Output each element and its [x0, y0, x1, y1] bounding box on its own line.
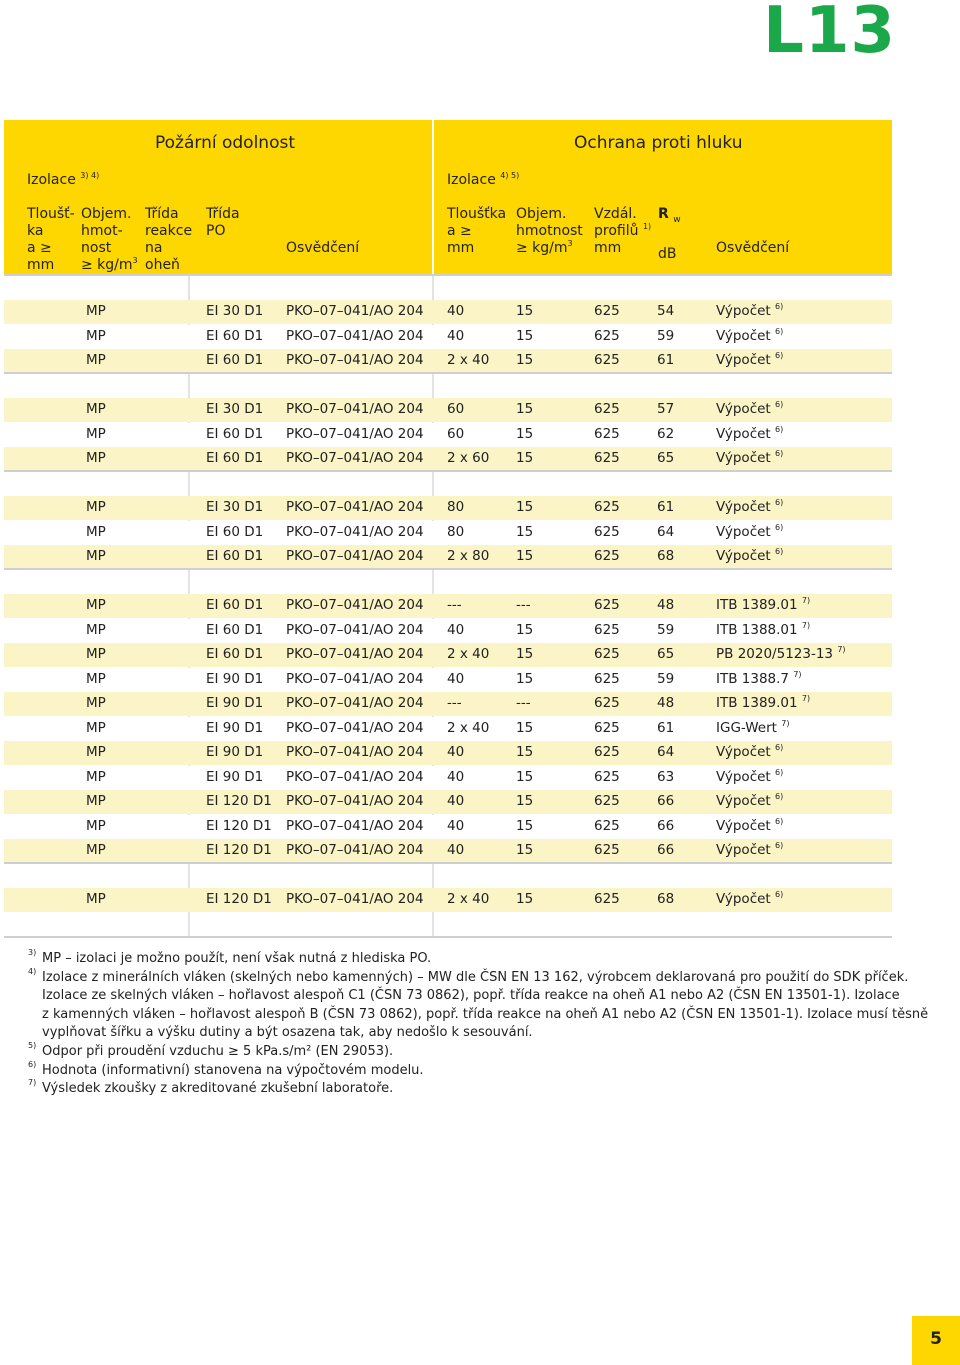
- footnote-text: Izolace ze skelných vláken – hořlavost alespoň C1 (ČSN 73 0862), popř. třída reakce na oheň A1 nebo A2 (ČSN EN 13501-1). Izolace: [42, 988, 900, 1004]
- cell-po: EI 120 D1: [206, 842, 272, 858]
- cell-ncert: Výpočet $^{6)}$: [716, 400, 784, 417]
- cell-cert: PKO–07–041/AO 204: [286, 646, 424, 662]
- footnote-ref: 6): [775, 841, 784, 850]
- table-row: [4, 300, 892, 324]
- cell-cert: PKO–07–041/AO 204: [286, 719, 424, 736]
- cell-thick: 40: [447, 303, 465, 319]
- cell-prof: 625: [594, 646, 620, 662]
- cell-reakce: MP: [86, 719, 106, 736]
- footnote-ref: 6): [775, 890, 784, 899]
- footnote-text: Hodnota (informativní) stanovena na výpočtovém modelu.: [42, 1062, 424, 1078]
- noise-section-title: Ochrana proti hluku: [574, 133, 743, 153]
- cell-prof: 625: [594, 695, 620, 711]
- cell-prof: 625: [594, 499, 620, 515]
- cell-po: EI 90 D1: [206, 670, 264, 687]
- cell-cert: PKO–07–041/AO 204: [286, 891, 424, 907]
- cell-rw: 66: [657, 793, 675, 809]
- cell-reakce: MP: [86, 842, 106, 858]
- cell-cert: PKO–07–041/AO 204: [286, 499, 424, 515]
- col-header-cert: Osvědčení: [286, 240, 360, 256]
- cell-thick: 40: [447, 817, 465, 834]
- cell-thick: 2 x 60: [447, 450, 490, 466]
- footnote-ref: 6): [775, 792, 784, 801]
- cell-dens: 15: [516, 303, 534, 319]
- cell-reakce: MP: [86, 646, 106, 662]
- table-row: [4, 643, 892, 667]
- cell-rw: 68: [657, 891, 675, 907]
- cell-thick: 40: [447, 670, 465, 687]
- cell-dens: 15: [516, 352, 534, 368]
- cell-po: EI 60 D1: [206, 548, 264, 564]
- cell-thick: 80: [447, 523, 465, 540]
- cell-rw: 61: [657, 499, 675, 515]
- cell-po: EI 30 D1: [206, 499, 264, 515]
- cell-prof: 625: [594, 670, 620, 687]
- cell-thick: 40: [447, 842, 465, 858]
- footnote-text: Výsledek zkoušky z akreditované zkušební laboratoře.: [42, 1081, 394, 1097]
- cell-po: EI 90 D1: [206, 695, 264, 711]
- cell-rw: 64: [657, 523, 675, 540]
- cell-cert: PKO–07–041/AO 204: [286, 768, 424, 785]
- cell-thick: ---: [447, 695, 462, 711]
- footnote-mark: 5): [28, 1041, 37, 1050]
- cell-po: EI 120 D1: [206, 793, 272, 809]
- cell-rw: 57: [657, 401, 675, 417]
- cell-po: EI 120 D1: [206, 817, 272, 834]
- col-header-noise-thickness: Tloušťka a ≥ mm: [447, 206, 507, 256]
- cell-reakce: MP: [86, 327, 106, 344]
- table-row: [4, 717, 892, 741]
- cell-reakce: MP: [86, 450, 106, 466]
- col-header-rw: R $_w$ dB: [658, 206, 681, 262]
- cell-po: EI 90 D1: [206, 768, 264, 785]
- cell-cert: PKO–07–041/AO 204: [286, 621, 424, 638]
- cell-prof: 625: [594, 817, 620, 834]
- cell-reakce: MP: [86, 793, 106, 809]
- cell-dens: 15: [516, 425, 534, 442]
- table-row: [4, 521, 892, 545]
- cell-dens: 15: [516, 523, 534, 540]
- cell-cert: PKO–07–041/AO 204: [286, 450, 424, 466]
- cell-reakce: MP: [86, 621, 106, 638]
- cell-dens: 15: [516, 621, 534, 638]
- table-row: [4, 325, 892, 349]
- table-row: [4, 741, 892, 765]
- cell-ncert: Výpočet $^{6)}$: [716, 743, 784, 760]
- cell-ncert: Výpočet $^{6)}$: [716, 767, 784, 785]
- cell-rw: 62: [657, 425, 675, 442]
- footnote-ref: 6): [775, 498, 784, 507]
- cell-ncert: Výpočet $^{6)}$: [716, 351, 784, 368]
- footnote-ref: 7): [801, 596, 811, 605]
- cell-thick: 2 x 80: [447, 548, 490, 564]
- table-row: [4, 619, 892, 643]
- cell-cert: PKO–07–041/AO 204: [286, 817, 424, 834]
- cell-rw: 66: [657, 817, 675, 834]
- col-header-noise-density: Objem. hmotnost ≥ $kg/m^3$: [516, 206, 583, 256]
- cell-po: EI 60 D1: [206, 327, 264, 344]
- cell-dens: 15: [516, 548, 534, 564]
- cell-rw: 65: [657, 450, 675, 466]
- cell-reakce: MP: [86, 303, 106, 319]
- footnote-ref: 6): [775, 400, 784, 409]
- table-row: [4, 496, 892, 520]
- cell-dens: 15: [516, 646, 534, 662]
- cell-po: EI 90 D1: [206, 719, 264, 736]
- cell-ncert: ITB 1388.01 $^{7)}$: [716, 620, 811, 638]
- cell-po: EI 120 D1: [206, 891, 272, 907]
- cell-cert: PKO–07–041/AO 204: [286, 548, 424, 564]
- footnote-ref: 7): [837, 645, 846, 654]
- cell-dens: ---: [516, 695, 531, 711]
- cell-ncert: ITB 1388.7 $^{7)}$: [716, 669, 802, 687]
- page-number-badge: [912, 1316, 960, 1365]
- cell-prof: 625: [594, 548, 620, 564]
- cell-reakce: MP: [86, 499, 106, 515]
- footnote-text: Odpor při proudění vzduchu ≥ 5 kPa.s/m² (EN 29053).: [42, 1044, 394, 1059]
- cell-dens: 15: [516, 817, 534, 834]
- cell-reakce: MP: [86, 523, 106, 540]
- cell-prof: 625: [594, 891, 620, 907]
- cell-po: EI 30 D1: [206, 401, 264, 417]
- cell-thick: 60: [447, 401, 465, 417]
- cell-rw: 61: [657, 719, 675, 736]
- cell-ncert: Výpočet $^{6)}$: [716, 792, 784, 809]
- page-id: L13: [763, 0, 896, 68]
- noise-insulation-label: Izolace $^{4) 5)}$: [447, 171, 520, 188]
- cell-po: EI 60 D1: [206, 646, 264, 662]
- cell-rw: 48: [657, 597, 675, 613]
- cell-reakce: MP: [86, 597, 106, 613]
- cell-po: EI 90 D1: [206, 744, 264, 760]
- table-row: [4, 447, 892, 471]
- table-row: [4, 594, 892, 618]
- table-row: [4, 790, 892, 814]
- cell-cert: PKO–07–041/AO 204: [286, 744, 424, 760]
- cell-thick: 40: [447, 793, 465, 809]
- cell-prof: 625: [594, 621, 620, 638]
- cell-ncert: Výpočet $^{6)}$: [716, 449, 784, 466]
- cell-cert: PKO–07–041/AO 204: [286, 597, 424, 613]
- cell-ncert: Výpočet $^{6)}$: [716, 302, 784, 319]
- cell-ncert: Výpočet $^{6)}$: [716, 498, 784, 515]
- table-row: [4, 545, 892, 569]
- page-number: 5: [930, 1329, 942, 1349]
- cell-ncert: PB 2020/5123-13 $^{7)}$: [716, 645, 846, 662]
- cell-prof: 625: [594, 425, 620, 442]
- cell-dens: 15: [516, 768, 534, 785]
- footnote-ref: 6): [775, 743, 784, 752]
- cell-thick: ---: [447, 597, 462, 613]
- cell-dens: 15: [516, 793, 534, 809]
- cell-prof: 625: [594, 450, 620, 466]
- cell-dens: 15: [516, 842, 534, 858]
- cell-prof: 625: [594, 352, 620, 368]
- cell-cert: PKO–07–041/AO 204: [286, 695, 424, 711]
- col-header-thickness: Tloušť- ka a ≥ mm: [27, 206, 75, 273]
- cell-reakce: MP: [86, 695, 106, 711]
- footnote-text: vyplňovat šířku a výšku dutiny a být osazena tak, aby nedošlo k sesouvání.: [42, 1025, 533, 1041]
- cell-prof: 625: [594, 768, 620, 785]
- cell-ncert: Výpočet $^{6)}$: [716, 841, 784, 858]
- footnote-mark: 6): [28, 1059, 37, 1069]
- footnote-text: MP – izolaci je možno použít, není však nutná z hlediska PO.: [42, 951, 432, 966]
- cell-reakce: MP: [86, 425, 106, 442]
- footnote-ref: 6): [775, 351, 784, 360]
- footnote-mark: 4): [28, 966, 37, 976]
- cell-reakce: MP: [86, 768, 106, 785]
- group-separator: [4, 568, 892, 570]
- footnote-text: Izolace z minerálních vláken (skelných nebo kamenných) – MW dle ČSN EN 13 162, výrobcem deklarovaná pro použití do SDK příček.: [42, 969, 909, 985]
- cell-ncert: IGG-Wert $^{7)}$: [716, 718, 790, 736]
- col-header-profile: Vzdál. profilů $^{1)}$ mm: [594, 206, 652, 256]
- cell-reakce: MP: [86, 891, 106, 907]
- cell-reakce: MP: [86, 352, 106, 368]
- cell-reakce: MP: [86, 670, 106, 687]
- footnote-ref: 7): [781, 718, 790, 728]
- table-row: [4, 766, 892, 790]
- cell-rw: 61: [657, 352, 675, 368]
- footnote-ref: 6): [775, 302, 784, 311]
- cell-thick: 40: [447, 744, 465, 760]
- cell-rw: 66: [657, 842, 675, 858]
- footnote-mark: 3): [28, 948, 37, 957]
- footnote-ref: 6): [775, 449, 784, 458]
- cell-po: EI 60 D1: [206, 352, 264, 368]
- cell-dens: ---: [516, 597, 531, 613]
- cell-dens: 15: [516, 327, 534, 344]
- table-row: [4, 423, 892, 447]
- footnote-ref: 7): [801, 694, 811, 703]
- cell-ncert: ITB 1389.01 $^{7)}$: [716, 694, 811, 711]
- cell-rw: 63: [657, 768, 675, 785]
- footnote-ref: 6): [775, 424, 784, 434]
- cell-cert: PKO–07–041/AO 204: [286, 523, 424, 540]
- cell-cert: PKO–07–041/AO 204: [286, 793, 424, 809]
- cell-dens: 15: [516, 401, 534, 417]
- cell-reakce: MP: [86, 401, 106, 417]
- cell-thick: 60: [447, 425, 465, 442]
- cell-ncert: Výpočet $^{6)}$: [716, 522, 784, 540]
- footnote-ref: 7): [793, 669, 802, 679]
- cell-dens: 15: [516, 670, 534, 687]
- cell-rw: 54: [657, 303, 675, 319]
- cell-thick: 40: [447, 768, 465, 785]
- group-separator: [4, 372, 892, 374]
- cell-cert: PKO–07–041/AO 204: [286, 842, 424, 858]
- cell-ncert: Výpočet $^{6)}$: [716, 424, 784, 442]
- cell-dens: 15: [516, 744, 534, 760]
- cell-rw: 68: [657, 548, 675, 564]
- cell-prof: 625: [594, 327, 620, 344]
- footnote-text: z kamenných vláken – hořlavost alespoň B (ČSN 73 0862), popř. třída reakce na oheň A1 nebo A2 (ČSN EN 13501-1). Izolace musí těsně: [42, 1006, 929, 1022]
- cell-prof: 625: [594, 523, 620, 540]
- cell-po: EI 60 D1: [206, 523, 264, 540]
- cell-po: EI 60 D1: [206, 621, 264, 638]
- table-row: [4, 888, 892, 912]
- table-row: [4, 349, 892, 373]
- cell-reakce: MP: [86, 817, 106, 834]
- cell-po: EI 60 D1: [206, 450, 264, 466]
- cell-rw: 65: [657, 646, 675, 662]
- cell-rw: 59: [657, 670, 675, 687]
- cell-cert: PKO–07–041/AO 204: [286, 425, 424, 442]
- table-row: [4, 668, 892, 692]
- cell-prof: 625: [594, 597, 620, 613]
- header-divider: [432, 120, 434, 274]
- cell-po: EI 30 D1: [206, 303, 264, 319]
- cell-prof: 625: [594, 793, 620, 809]
- cell-dens: 15: [516, 891, 534, 907]
- cell-ncert: Výpočet $^{6)}$: [716, 816, 784, 834]
- cell-dens: 15: [516, 450, 534, 466]
- cell-prof: 625: [594, 719, 620, 736]
- cell-cert: PKO–07–041/AO 204: [286, 327, 424, 344]
- fire-section-title: Požární odolnost: [155, 133, 295, 153]
- cell-ncert: Výpočet $^{6)}$: [716, 326, 784, 344]
- footnote-ref: 6): [775, 767, 784, 777]
- cell-po: EI 60 D1: [206, 597, 264, 613]
- cell-thick: 80: [447, 499, 465, 515]
- cell-rw: 64: [657, 744, 675, 760]
- fire-insulation-label: Izolace $^{3) 4)}$: [27, 171, 100, 188]
- col-header-class-po: Třída PO: [206, 206, 240, 239]
- col-header-noise-cert: Osvědčení: [716, 240, 790, 256]
- table-row: [4, 839, 892, 863]
- col-header-density: Objem. hmot- nost ≥ $kg/m^3$: [81, 206, 138, 273]
- cell-dens: 15: [516, 499, 534, 515]
- cell-reakce: MP: [86, 548, 106, 564]
- cell-thick: 2 x 40: [447, 719, 490, 736]
- footnote-ref: 6): [775, 547, 784, 556]
- cell-thick: 2 x 40: [447, 352, 490, 368]
- footnote-ref: 6): [775, 816, 784, 826]
- cell-po: EI 60 D1: [206, 425, 264, 442]
- cell-cert: PKO–07–041/AO 204: [286, 670, 424, 687]
- cell-prof: 625: [594, 842, 620, 858]
- cell-rw: 59: [657, 621, 675, 638]
- group-separator: [4, 274, 892, 276]
- footnote-ref: 7): [801, 620, 811, 630]
- footnote-ref: 6): [775, 326, 784, 336]
- cell-dens: 15: [516, 719, 534, 736]
- cell-rw: 59: [657, 327, 675, 344]
- cell-prof: 625: [594, 303, 620, 319]
- cell-thick: 40: [447, 327, 465, 344]
- table-bottom-line: [4, 936, 892, 938]
- cell-thick: 40: [447, 621, 465, 638]
- footnote-mark: 7): [28, 1078, 37, 1088]
- cell-cert: PKO–07–041/AO 204: [286, 303, 424, 319]
- table-row: [4, 398, 892, 422]
- cell-prof: 625: [594, 744, 620, 760]
- group-separator: [4, 470, 892, 472]
- cell-reakce: MP: [86, 744, 106, 760]
- group-separator: [4, 862, 892, 864]
- cell-ncert: Výpočet $^{6)}$: [716, 547, 784, 564]
- cell-cert: PKO–07–041/AO 204: [286, 401, 424, 417]
- table-row: [4, 815, 892, 839]
- cell-thick: 2 x 40: [447, 891, 490, 907]
- cell-thick: 2 x 40: [447, 646, 490, 662]
- cell-rw: 48: [657, 695, 675, 711]
- table-row: [4, 692, 892, 716]
- footnote-ref: 6): [775, 522, 784, 532]
- cell-prof: 625: [594, 401, 620, 417]
- col-header-reaction: Třída reakce na oheň: [145, 206, 193, 273]
- cell-ncert: Výpočet $^{6)}$: [716, 890, 784, 907]
- cell-cert: PKO–07–041/AO 204: [286, 352, 424, 368]
- cell-ncert: ITB 1389.01 $^{7)}$: [716, 596, 811, 613]
